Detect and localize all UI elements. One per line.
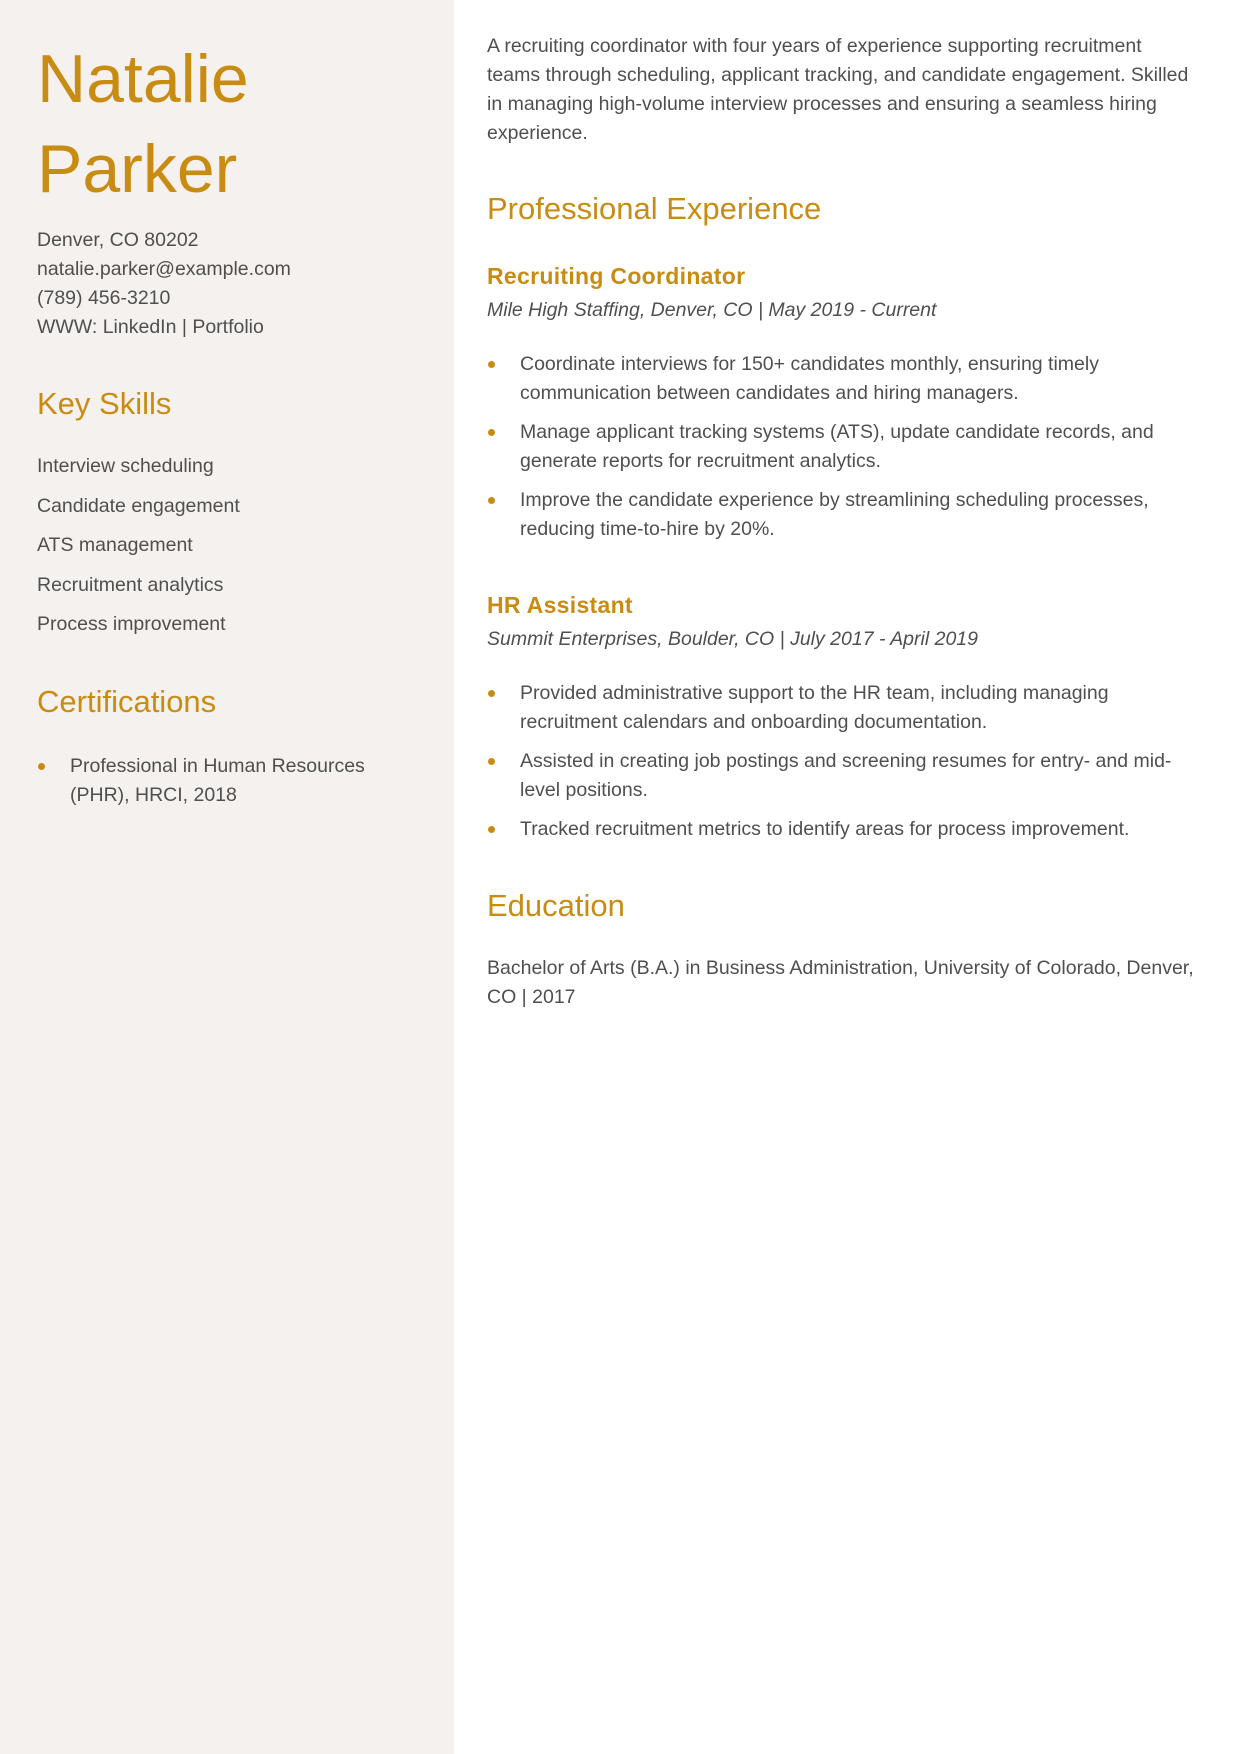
job-bullet <box>487 747 1199 805</box>
last-name: Parker <box>37 131 238 207</box>
job-bullet <box>487 486 1199 544</box>
certifications-heading: Certifications <box>37 684 217 719</box>
bullet-icon <box>488 361 495 368</box>
skills-list <box>37 452 240 650</box>
skill-item: Recruitment analytics <box>37 573 224 596</box>
job-title: HR Assistant <box>487 592 633 618</box>
job-meta: Mile High Staffing, Denver, CO | May 2019 - Current <box>487 299 937 321</box>
job-bullet <box>487 679 1199 737</box>
bullet-icon <box>488 429 495 436</box>
job-title: Recruiting Coordinator <box>487 263 746 289</box>
bullet-icon <box>38 763 45 770</box>
job-bullets <box>487 350 1199 554</box>
skill-item: ATS management <box>37 534 193 556</box>
education-heading: Education <box>487 888 625 923</box>
skill-item: Interview scheduling <box>37 455 214 477</box>
summary: A recruiting coordinator with four years of experience supporting recruitment teams through scheduling, applicant tracking, and candidate engagement. Skilled in managing high-volume interview processes and ensuring a seamless hiring experience. <box>487 35 1189 144</box>
location: Denver, CO 80202 <box>37 229 199 251</box>
bullet-icon <box>488 758 495 765</box>
bullet-text: Coordinate interviews for 150+ candidates monthly, ensuring timely communication between candidates and hiring managers. <box>520 353 1099 404</box>
contact-info <box>37 226 291 342</box>
bullet-icon <box>488 826 495 833</box>
web-links[interactable]: WWW: LinkedIn | Portfolio <box>37 316 264 338</box>
job-meta: Summit Enterprises, Boulder, CO | July 2017 - April 2019 <box>487 628 978 650</box>
experience-heading: Professional Experience <box>487 191 822 226</box>
certification-text: Professional in Human Resources (PHR), HRCI, 2018 <box>70 755 365 806</box>
job-bullet <box>487 815 1199 844</box>
bullet-icon <box>488 497 495 504</box>
education-entry: Bachelor of Arts (B.A.) in Business Administration, University of Colorado, Denver, CO | 2017 <box>487 957 1194 1008</box>
job-bullet <box>487 418 1199 476</box>
bullet-text: Improve the candidate experience by streamlining scheduling processes, reducing time-to-hire by 20%. <box>520 489 1149 540</box>
job-bullet <box>487 350 1199 408</box>
bullet-text: Manage applicant tracking systems (ATS), update candidate records, and generate reports for recruitment analytics. <box>520 421 1154 472</box>
sidebar <box>0 0 454 1754</box>
bullet-text: Tracked recruitment metrics to identify areas for process improvement. <box>520 818 1130 840</box>
phone: (789) 456-3210 <box>37 287 171 309</box>
certifications-list <box>37 752 427 810</box>
bullet-icon <box>488 690 495 697</box>
bullet-text: Provided administrative support to the HR team, including managing recruitment calendars and onboarding documentation. <box>520 682 1109 733</box>
certification-item <box>37 752 427 810</box>
bullet-text: Assisted in creating job postings and screening resumes for entry- and mid-level positions. <box>520 750 1172 801</box>
skill-item: Candidate engagement <box>37 494 240 517</box>
candidate-name <box>37 34 249 214</box>
job-bullets <box>487 679 1199 854</box>
key-skills-heading: Key Skills <box>37 386 172 421</box>
skill-item: Process improvement <box>37 613 226 635</box>
first-name: Natalie <box>37 41 249 117</box>
email[interactable]: natalie.parker@example.com <box>37 258 291 280</box>
